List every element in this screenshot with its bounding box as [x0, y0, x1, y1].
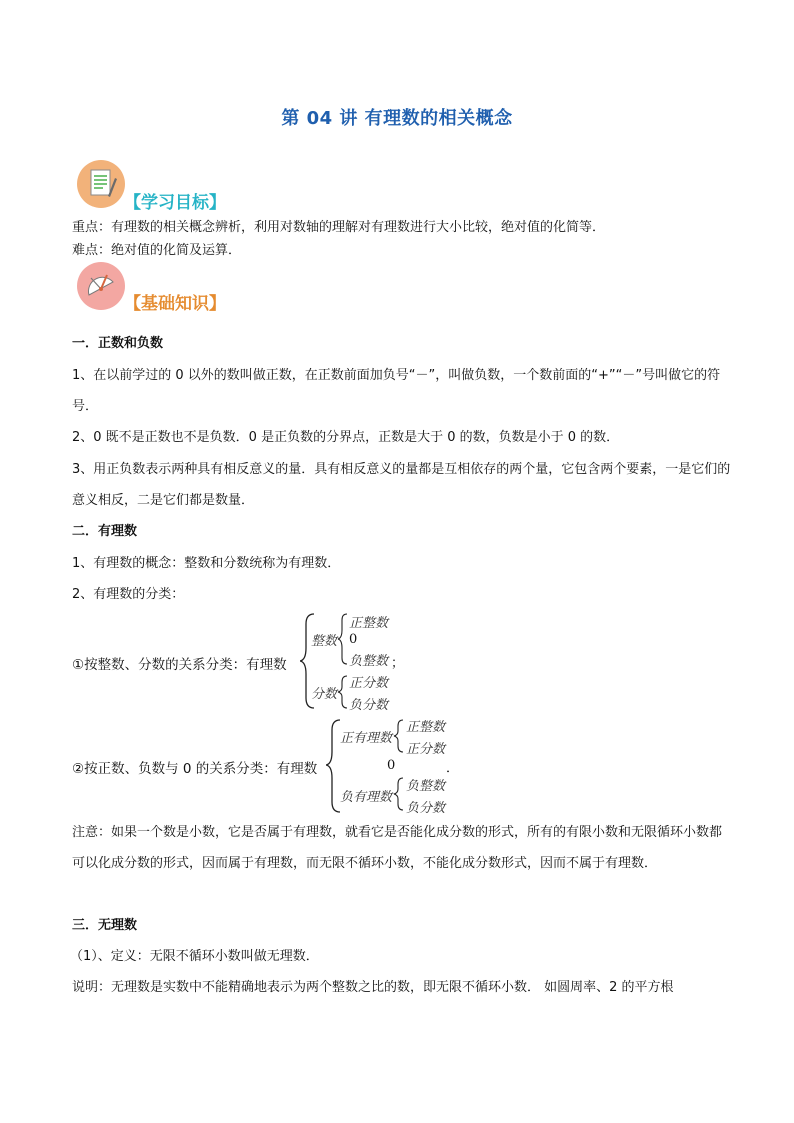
section2-heading: 二．有理数 [72, 524, 138, 539]
classification2-end-mark: ． [446, 761, 460, 776]
goal-heading: 【学习目标】 [124, 193, 226, 213]
section2-p2: 2、有理数的分类： [72, 587, 185, 602]
section1-p3: 3、用正负数表示两种具有相反意义的量．具有相反意义的量都是互相依存的两个量，它包含两个要素，一是它们的意义相反，二是它们都是数量． [72, 462, 731, 508]
classification2-positive-integer: 正整数 [406, 720, 446, 735]
goal-key-point: 重点：有理数的相关概念辨析，利用对数轴的理解对有理数进行大小比较，绝对值的化简等． [72, 220, 606, 235]
section2-note: 注意：如果一个数是小数，它是否属于有理数，就看它是否能化成分数的形式，所有的有限小数和无限循环小数都可以化成分数的形式，因而属于有理数，而无限不循环小数，不能化成分数形式，因而不属于有理数． [72, 825, 723, 871]
classification2-label: ②按正数、负数与 0 的关系分类：有理数 [72, 761, 318, 777]
classification1-integer: 整数 [311, 634, 338, 649]
classification1-negative-integer: 负整数 [349, 654, 389, 669]
classification1-negative-fraction: 负分数 [349, 698, 389, 713]
classification1-positive-integer: 正整数 [349, 616, 389, 631]
classification2-zero: 0 [387, 758, 396, 773]
section3-heading: 三．无理数 [72, 918, 138, 933]
section1-heading: 一．正数和负数 [72, 336, 164, 351]
section3-p1: （1）、定义：无限不循环小数叫做无理数． [70, 949, 319, 964]
classification1-positive-fraction: 正分数 [349, 676, 389, 691]
protractor-icon [77, 262, 125, 310]
classification1-fraction: 分数 [311, 687, 338, 702]
section1-p2: 2、0 既不是正数也不是负数．0 是正负数的分界点，正数是大于 0 的数，负数是小于 0 的数． [72, 430, 620, 445]
classification2-positive-fraction: 正分数 [406, 742, 446, 757]
section1-p1: 1、在以前学过的 0 以外的数叫做正数，在正数前面加负号“－”，叫做负数，一个数前面的“+”“－”号叫做它的符号． [72, 368, 721, 414]
classification1-end-mark: ； [391, 656, 405, 671]
document-title: 第 04 讲 有理数的相关概念 [281, 108, 513, 129]
classification1-label: ①按整数、分数的关系分类：有理数 [72, 657, 287, 673]
classification2-negative-integer: 负整数 [406, 779, 446, 794]
classification2-negative-rational: 负有理数 [340, 790, 393, 805]
classification2-positive-rational: 正有理数 [340, 731, 393, 746]
goal-difficulty: 难点：绝对值的化简及运算． [72, 243, 242, 258]
section3-p2: 说明：无理数是实数中不能精确地表示为两个整数之比的数，即无限不循环小数． 如圆周率、2 的平方根 [72, 980, 674, 995]
section2-p1: 1、有理数的概念：整数和分数统称为有理数． [72, 556, 341, 571]
notebook-icon [77, 160, 125, 208]
basic-heading: 【基础知识】 [124, 294, 226, 314]
classification1-zero: 0 [349, 632, 358, 647]
classification2-negative-fraction: 负分数 [406, 801, 446, 816]
